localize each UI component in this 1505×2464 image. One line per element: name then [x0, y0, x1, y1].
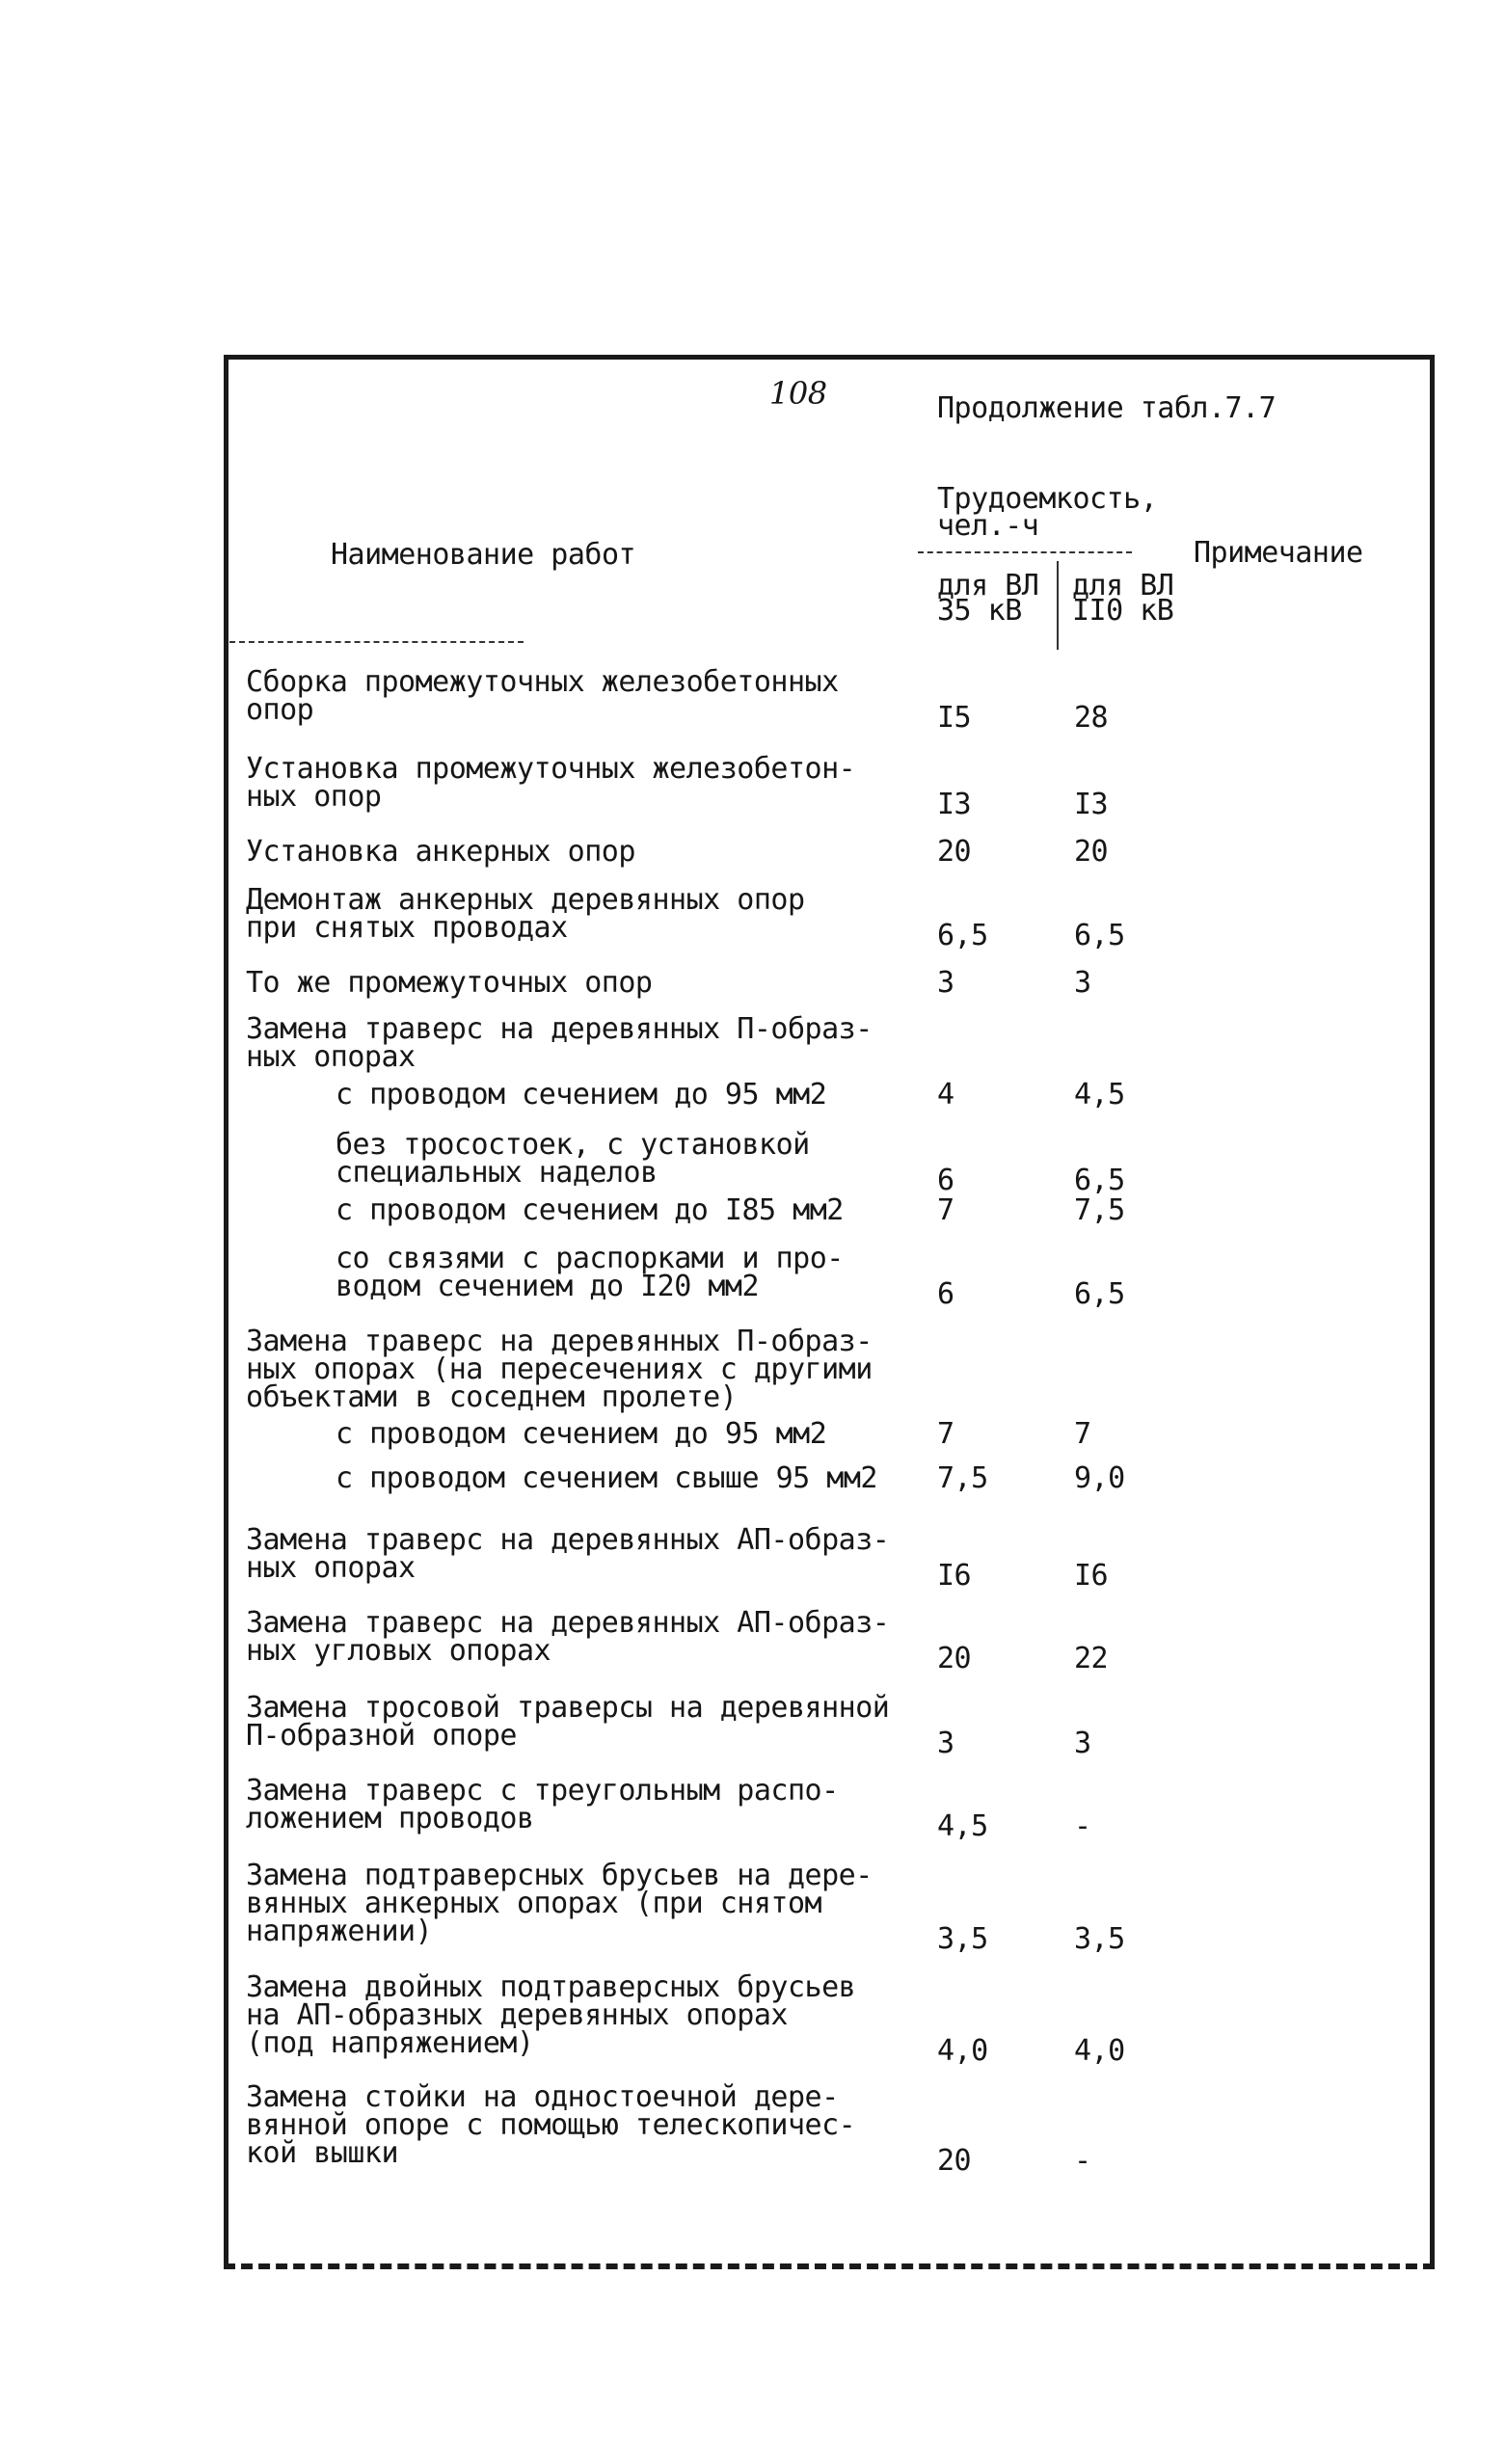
row-value-35kv: 4,5 — [937, 1809, 988, 1843]
row-text-line: То же промежуточных опор — [246, 966, 653, 1000]
row-text-line: Замена тросовой траверсы на деревянной — [246, 1691, 890, 1725]
continuation-label: Продолжение табл.7.7 — [937, 391, 1277, 425]
row-text-line: Замена подтраверсных брусьев на дере- — [246, 1859, 873, 1892]
row-text-line: с проводом сечением до 95 мм2 — [336, 1417, 827, 1451]
header-bottom-rule — [229, 641, 524, 643]
row-value-110kv: - — [1074, 2144, 1091, 2178]
row-text-line: ных опорах — [246, 1551, 416, 1585]
row-value-35kv: 7,5 — [937, 1461, 988, 1495]
header-110-line1: для ВЛ — [1072, 569, 1174, 603]
row-value-110kv: - — [1074, 1809, 1091, 1843]
row-value-110kv: 3 — [1074, 1727, 1091, 1760]
row-text-line: Сборка промежуточных железобетонных — [246, 665, 839, 699]
row-text-line: ных опор — [246, 780, 382, 814]
header-labor-line1: Трудоемкость, — [937, 482, 1158, 516]
row-text-line: (под напряжением) — [246, 2026, 534, 2060]
row-text-line: Замена траверс на деревянных АП-образ- — [246, 1523, 890, 1557]
header-35-line2: 35 кВ — [937, 594, 1022, 628]
header-35-line1: для ВЛ — [937, 569, 1039, 603]
row-text-line: ных угловых опорах — [246, 1634, 551, 1668]
row-value-110kv: 6,5 — [1074, 1277, 1125, 1311]
header-note: Примечание — [1194, 536, 1363, 570]
header-labor-line2: чел.-ч — [937, 509, 1039, 543]
row-value-35kv: 6,5 — [937, 919, 988, 952]
row-value-110kv: I3 — [1074, 788, 1109, 821]
row-text-line: вянной опоре с помощью телескопичес- — [246, 2108, 856, 2142]
row-text-line: с проводом сечением свыше 95 мм2 — [336, 1461, 877, 1495]
row-value-35kv: 4 — [937, 1078, 954, 1111]
row-text-line: Установка промежуточных железобетон- — [246, 752, 856, 786]
row-text-line: П-образной опоре — [246, 1719, 517, 1753]
row-text-line: Замена траверс на деревянных АП-образ- — [246, 1606, 890, 1640]
row-value-35kv: 20 — [937, 1642, 972, 1675]
row-text-line: ных опорах — [246, 1040, 416, 1074]
header-labor-underline — [918, 551, 1132, 553]
row-value-35kv: I3 — [937, 788, 972, 821]
row-value-110kv: 20 — [1074, 835, 1109, 869]
row-text-line: Установка анкерных опор — [246, 835, 635, 869]
table-bottom-rule — [224, 2263, 1435, 2269]
row-text-line: опор — [246, 693, 314, 727]
row-value-110kv: 9,0 — [1074, 1461, 1125, 1495]
header-110-line2: II0 кВ — [1072, 594, 1174, 628]
row-value-110kv: 3 — [1074, 966, 1091, 1000]
row-value-35kv: 4,0 — [937, 2034, 988, 2068]
row-text-line: с проводом сечением до 95 мм2 — [336, 1078, 827, 1111]
row-text-line: объектами в соседнем пролете) — [246, 1380, 738, 1414]
row-value-35kv: 3,5 — [937, 1922, 988, 1956]
row-text-line: специальных наделов — [336, 1156, 658, 1190]
row-text-line: ложением проводов — [246, 1802, 534, 1835]
row-value-35kv: 7 — [937, 1417, 954, 1451]
row-value-35kv: 20 — [937, 2144, 972, 2178]
row-text-line: с проводом сечением до I85 мм2 — [336, 1193, 844, 1227]
row-value-35kv: 6 — [937, 1277, 954, 1311]
row-value-110kv: 4,5 — [1074, 1078, 1125, 1111]
row-text-line: при снятых проводах — [246, 911, 568, 945]
row-value-110kv: 7,5 — [1074, 1193, 1125, 1227]
row-text-line: без тросостоек, с установкой — [336, 1128, 810, 1162]
page-number: 108 — [769, 375, 827, 412]
row-value-110kv: 6,5 — [1074, 1164, 1125, 1197]
row-text-line: Демонтаж анкерных деревянных опор — [246, 883, 805, 917]
row-text-line: ных опорах (на пересечениях с другими — [246, 1353, 873, 1386]
row-value-35kv: I6 — [937, 1559, 972, 1593]
row-value-35kv: 3 — [937, 1727, 954, 1760]
header-col-name: Наименование работ — [331, 538, 636, 572]
row-value-110kv: I6 — [1074, 1559, 1109, 1593]
row-value-110kv: 28 — [1074, 701, 1109, 735]
row-value-110kv: 22 — [1074, 1642, 1109, 1675]
header-col-divider — [1057, 561, 1059, 650]
row-text-line: со связями с распорками и про- — [336, 1242, 844, 1275]
row-text-line: Замена траверс с треугольным распо- — [246, 1774, 839, 1808]
row-value-35kv: 7 — [937, 1193, 954, 1227]
row-value-110kv: 7 — [1074, 1417, 1091, 1451]
row-value-35kv: 6 — [937, 1164, 954, 1197]
row-text-line: водом сечением до I20 мм2 — [336, 1270, 760, 1303]
row-value-110kv: 3,5 — [1074, 1922, 1125, 1956]
row-text-line: напряжении) — [246, 1915, 433, 1948]
row-text-line: кой вышки — [246, 2136, 399, 2170]
row-text-line: вянных анкерных опорах (при снятом — [246, 1887, 822, 1920]
row-text-line: Замена траверс на деревянных П-образ- — [246, 1325, 873, 1358]
row-text-line: Замена траверс на деревянных П-образ- — [246, 1012, 873, 1046]
row-value-35kv: I5 — [937, 701, 972, 735]
row-text-line: Замена двойных подтраверсных брусьев — [246, 1970, 856, 2004]
row-text-line: Замена стойки на одностоечной дере- — [246, 2080, 839, 2114]
row-value-35kv: 3 — [937, 966, 954, 1000]
row-value-35kv: 20 — [937, 835, 972, 869]
row-value-110kv: 6,5 — [1074, 919, 1125, 952]
row-value-110kv: 4,0 — [1074, 2034, 1125, 2068]
row-text-line: на АП-образных деревянных опорах — [246, 1998, 788, 2032]
